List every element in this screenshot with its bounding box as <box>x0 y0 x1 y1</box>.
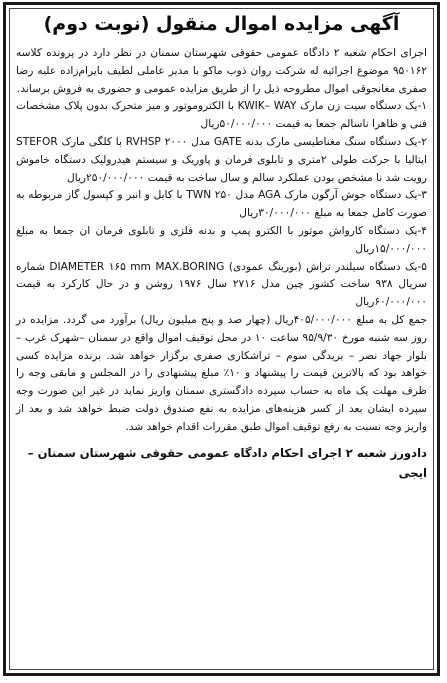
item-1-paragraph: ۱-یک دستگاه سیت زن مارک KWIK– WAY با الکتروموتور و میز متحرک بدون پلاک مشخصات فنی و ظاهرا ناسالم جمعا به قیمت ۵۰/۰۰۰/۰۰۰ریال <box>16 100 427 131</box>
terms-paragraph: جمع کل به مبلغ ۴۰۵/۰۰۰/۰۰۰ریال (چهار صد و پنج میلیون ریال) برآورد می گردد. مزایده در روز سه شنبه مورخ ۹۵/۹/۳۰ ساعت ۱۰ در محل توقیف اموال واقع در سمنان –شهرک غرب – بلوار جهاد نصر – بریدگی سوم – تراشکاری صفری برگزار خواهد شد. برنده مزایده کسی خواهد بود که بالاترین قیمت را پیشنهاد و ۱۰٪ مبلغ پیشنهادی را در المجلس و مابقی وجه را ظرف مهلت یک ماه به حساب سپرده دادگستری سمنان واریز نماید در غیر این صورت وجه سپرده ایشان بعد از کسر هزینه‌های مزایده به نفع صندوق دولت ضبط خواهد شد و بعد از واریز وجه نسبت به رفع توقیف اموال طبق مقررات اقدام خواهد شد. <box>16 313 427 433</box>
notice-body <box>16 45 427 437</box>
item-5-paragraph: ۵-یک دستگاه سیلندر تراش (بورینگ عمودی) DIAMETER ۱۶۵ mm MAX.BORING شماره سریال ۹۳۸ ساخت کشور چین مدل ۲۷۱۶ سال ۱۹۷۶ روشن و در حال کارکرد به قیمت ۶۰/۰۰۰/۰۰۰ریال <box>16 260 428 309</box>
notice-title: آگهی مزایده اموال منقول (نوبت دوم) <box>43 13 400 35</box>
intro-paragraph: اجرای احکام شعبه ۲ دادگاه عمومی حقوقی شهرستان سمنان در نظر دارد در پرونده کلاسه ۹۵۰۱۶۲ موضوع اجرائیه له شرکت روان ذوب ماکو با مدیر عاملی لطیف بایرام‌زاده علیه رضا صفری مغانجوقی اموال مطروحه ذیل را از طریق مزایده عمومی و حضوری به فروش برساند. <box>16 47 427 95</box>
notice-signature: دادورز شعبه ۲ اجرای احکام دادگاه عمومی حقوقی شهرستان سمنان – ایجی <box>27 445 427 480</box>
item-4-paragraph: ۴-یک دستگاه کارواش موتور با الکترو پمپ و بدنه فلزی و تابلوی فرمان ان جمعا به مبلغ ۱۵/۰۰۰/۰۰۰ریال <box>16 224 427 255</box>
item-2-paragraph: ۲-یک دستگاه سنگ مغناطیسی مارک بدنه GATE مدل ۲۰۰۰ RVHSP با کلگی مارک STEFOR ایتالیا با حرکت طولی ۲متری و تابلوی فرمان و پاوریک و سیستم هیدرولیک دستگاه خاموش رویت شد نا مشخص بودن عملکرد سالم و سال ساخت به قیمت ۲۵۰/۰۰۰/۰۰۰ریال <box>16 135 427 184</box>
notice-content <box>16 11 427 483</box>
item-3-paragraph: ۳-یک دستگاه جوش آرگون مارک AGA مدل ۲۵۰ TWN با کابل و انبر و کپسول گاز مربوطه به صورت کامل جمعا به مبلغ ۳۰/۰۰۰/۰۰۰ریال <box>16 189 427 220</box>
notice-border <box>3 2 440 676</box>
